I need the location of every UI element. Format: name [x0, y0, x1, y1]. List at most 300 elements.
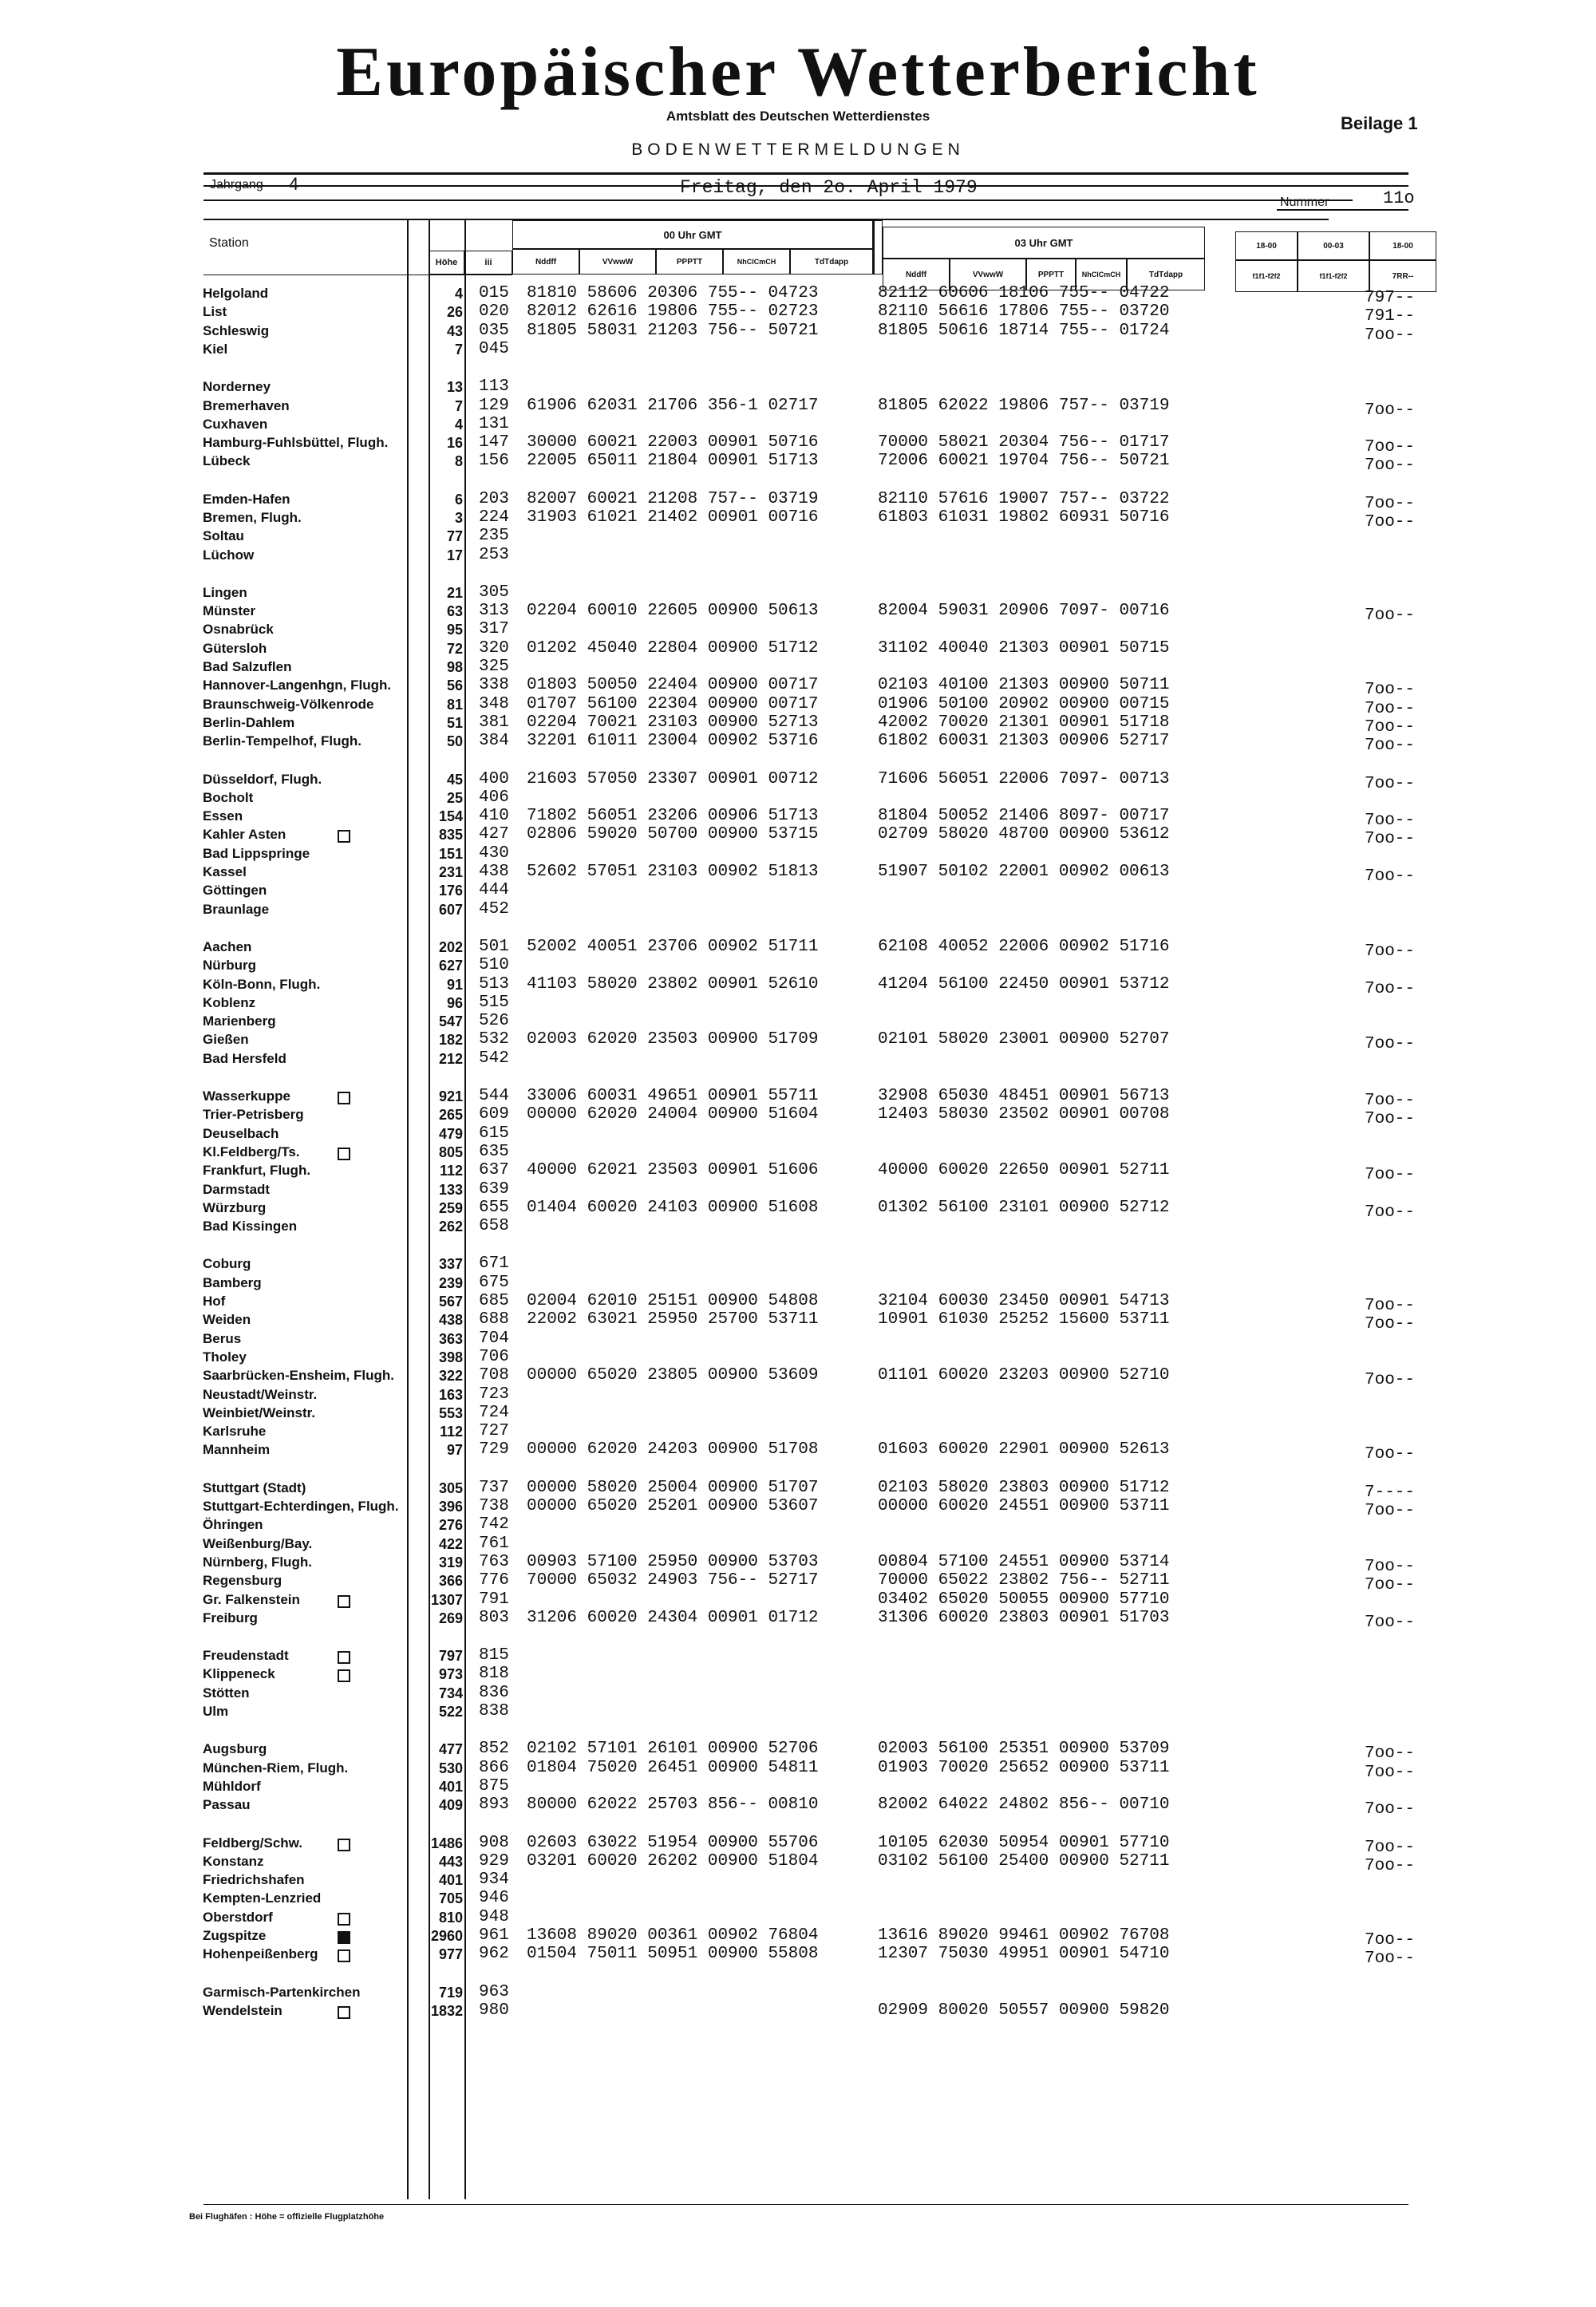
station-name: Cuxhaven	[203, 417, 268, 432]
station-name: Hannover-Langenhgn, Flugh.	[203, 677, 392, 693]
precip-code: 797--	[1365, 289, 1416, 307]
station-hoehe: 43	[446, 323, 463, 339]
obs-00: 41103 58020 23802 00901 52610	[527, 975, 819, 994]
station-iii: 729	[479, 1440, 509, 1459]
station-iii: 671	[479, 1254, 509, 1273]
precip-code: 7oo--	[1365, 1297, 1416, 1315]
precip-code: 7oo--	[1365, 606, 1416, 625]
station-hoehe: 202	[438, 939, 463, 955]
obs-03: 42002 70020 21301 00901 51718	[878, 713, 1170, 732]
station-name: Emden-Hafen	[203, 492, 290, 507]
station-iii: 934	[479, 1870, 509, 1889]
station-name: Oberstdorf	[203, 1910, 273, 1925]
station-iii: 384	[479, 732, 509, 750]
station-hoehe: 112	[439, 1163, 463, 1179]
obs-00: 81810 58606 20306 755-- 04723	[527, 284, 819, 302]
station-hoehe: 553	[438, 1405, 463, 1421]
station-iii: 438	[479, 863, 509, 881]
station-name: Lüchow	[203, 547, 255, 563]
footer-rule	[203, 2204, 1408, 2205]
station-name: Düsseldorf, Flugh.	[203, 772, 322, 787]
obs-00: 02806 59020 50700 00900 53715	[527, 825, 819, 843]
station-iii: 852	[479, 1740, 509, 1758]
header-rule-bottom	[203, 199, 1353, 201]
obs-00: 02204 60010 22605 00900 50613	[527, 602, 819, 620]
station-hoehe: 797	[438, 1648, 463, 1664]
station-iii: 131	[479, 415, 509, 433]
station-iii: 129	[479, 397, 509, 415]
jahrgang-value: 4	[289, 174, 299, 194]
station-name: Ulm	[203, 1704, 229, 1719]
station-hoehe: 176	[438, 883, 463, 899]
obs-00: 31903 61021 21402 00901 00716	[527, 508, 819, 527]
precip-code: 7oo--	[1365, 495, 1416, 513]
obs-00: 01404 60020 24103 00900 51608	[527, 1199, 819, 1217]
r-sub1-header: f1f1-f2f2	[1235, 260, 1298, 292]
col-00-nh: NhClCmCH	[723, 249, 790, 275]
precip-code: 7oo--	[1365, 830, 1416, 848]
precip-code: 791--	[1365, 307, 1416, 326]
obs-03: 01603 60020 22901 00900 52613	[878, 1440, 1170, 1459]
station-hoehe: 305	[438, 1480, 463, 1496]
station-hoehe: 547	[438, 1013, 463, 1029]
station-iii: 727	[479, 1422, 509, 1440]
station-hoehe: 81	[446, 697, 463, 713]
station-name: Schleswig	[203, 323, 270, 338]
obs-03: 81805 50616 18714 755-- 01724	[878, 322, 1170, 340]
station-iii: 526	[479, 1012, 509, 1030]
station-name: Bad Kissingen	[203, 1219, 298, 1234]
station-iii: 406	[479, 788, 509, 807]
r-18-00b-header: 18-00	[1369, 231, 1436, 260]
station-hoehe: 212	[438, 1051, 463, 1067]
station-iii: 685	[479, 1292, 509, 1310]
obs-03: 61803 61031 19802 60931 50716	[878, 508, 1170, 527]
station-hoehe: 477	[438, 1741, 463, 1757]
precip-code: 7oo--	[1365, 1744, 1416, 1763]
obs-03: 32908 65030 48451 00901 56713	[878, 1087, 1170, 1105]
station-iii: 963	[479, 1983, 509, 2001]
obs-00: 01707 56100 22304 00900 00717	[527, 695, 819, 713]
obs-03: 02003 56100 25351 00900 53709	[878, 1740, 1170, 1758]
station-name: München-Riem, Flugh.	[203, 1760, 349, 1776]
obs-03: 01101 60020 23203 00900 52710	[878, 1366, 1170, 1385]
station-hoehe: 96	[446, 995, 463, 1011]
obs-03: 51907 50102 22001 00902 00613	[878, 863, 1170, 881]
station-hoehe: 835	[438, 827, 463, 843]
station-hoehe: 25	[446, 790, 463, 806]
station-iii: 875	[479, 1777, 509, 1795]
station-iii: 615	[479, 1124, 509, 1143]
station-hoehe: 98	[446, 659, 463, 675]
station-name: Kempten-Lenzried	[203, 1890, 322, 1906]
precip-code: 7oo--	[1365, 456, 1416, 475]
precip-code: 7oo--	[1365, 1092, 1416, 1110]
station-hoehe: 810	[438, 1910, 463, 1926]
obs-03: 61802 60031 21303 00906 52717	[878, 732, 1170, 750]
station-hoehe: 154	[438, 808, 463, 824]
station-hoehe: 7	[454, 398, 463, 414]
obs-00: 02004 62010 25151 00900 54808	[527, 1292, 819, 1310]
square-icon	[338, 1651, 350, 1664]
station-iii: 513	[479, 975, 509, 994]
station-hoehe: 627	[438, 958, 463, 974]
obs-00: 61906 62031 21706 356-1 02717	[527, 397, 819, 415]
station-hoehe: 319	[438, 1554, 463, 1570]
iii-column-header: iii	[464, 251, 512, 275]
precip-code: 7oo--	[1365, 401, 1416, 420]
station-name: Bad Salzuflen	[203, 659, 292, 674]
station-name: Aachen	[203, 939, 252, 954]
station-iii: 815	[479, 1646, 509, 1665]
station-hoehe: 151	[438, 846, 463, 862]
obs-00: 52602 57051 23103 00902 51813	[527, 863, 819, 881]
station-hoehe: 705	[438, 1890, 463, 1906]
station-iii: 675	[479, 1274, 509, 1292]
station-name: Tholey	[203, 1349, 247, 1365]
station-name: Münster	[203, 603, 256, 618]
obs-03: 13616 89020 99461 00902 76708	[878, 1926, 1170, 1945]
station-name: Weißenburg/Bay.	[203, 1536, 313, 1551]
station-name: Göttingen	[203, 883, 267, 898]
station-hoehe: 805	[438, 1144, 463, 1160]
station-hoehe: 259	[438, 1200, 463, 1216]
station-iii: 908	[479, 1834, 509, 1852]
station-name: Kahler Asten	[203, 827, 286, 842]
precip-code: 7oo--	[1365, 513, 1416, 531]
obs-00: 13608 89020 00361 00902 76804	[527, 1926, 819, 1945]
station-hoehe: 921	[438, 1088, 463, 1104]
station-iii: 761	[479, 1535, 509, 1553]
station-iii: 510	[479, 956, 509, 974]
station-name: Gießen	[203, 1032, 249, 1047]
station-iii: 980	[479, 2001, 509, 2020]
obs-03: 62108 40052 22006 00902 51716	[878, 938, 1170, 956]
station-hoehe: 13	[446, 379, 463, 395]
station-iii: 961	[479, 1926, 509, 1945]
station-hoehe: 337	[438, 1256, 463, 1272]
precip-code: 7oo--	[1365, 1315, 1416, 1333]
station-name: Bremen, Flugh.	[203, 510, 302, 525]
obs-00: 52002 40051 23706 00902 51711	[527, 938, 819, 956]
obs-03: 82002 64022 24802 856-- 00710	[878, 1795, 1170, 1814]
station-name: Osnabrück	[203, 622, 274, 637]
station-name: Stötten	[203, 1685, 250, 1701]
obs-00: 02603 63022 51954 00900 55706	[527, 1834, 819, 1852]
square-icon	[338, 1092, 350, 1104]
footnote: Bei Flughäfen : Höhe = offizielle Flugplatzhöhe	[189, 2212, 385, 2222]
nummer-rule	[1277, 209, 1408, 211]
station-iii: 737	[479, 1479, 509, 1497]
station-name: Mühldorf	[203, 1779, 261, 1794]
station-hoehe: 522	[438, 1704, 463, 1720]
station-iii: 803	[479, 1609, 509, 1627]
station-iii: 658	[479, 1217, 509, 1235]
station-name: Neustadt/Weinstr.	[203, 1387, 318, 1402]
station-iii: 381	[479, 713, 509, 732]
jahrgang-label: Jahrgang	[210, 178, 263, 192]
station-hoehe: 265	[438, 1107, 463, 1123]
col-03-nh: NhClCmCH	[1076, 259, 1127, 290]
station-name: Frankfurt, Flugh.	[203, 1163, 311, 1178]
station-hoehe: 8	[454, 453, 463, 469]
station-iii: 338	[479, 676, 509, 694]
station-name: Gütersloh	[203, 641, 267, 656]
report-date: Freitag, den 2o. April 1979	[680, 177, 978, 198]
precip-code: 7oo--	[1365, 1371, 1416, 1389]
obs-03: 82112 60606 18106 755-- 04722	[878, 284, 1170, 302]
station-name: Darmstadt	[203, 1182, 271, 1197]
station-name: List	[203, 304, 227, 319]
precip-code: 7oo--	[1365, 942, 1416, 961]
precip-code: 7----	[1365, 1483, 1416, 1502]
station-iii: 763	[479, 1553, 509, 1571]
precip-code: 7oo--	[1365, 326, 1416, 345]
station-hoehe: 396	[438, 1499, 463, 1515]
station-hoehe: 50	[446, 733, 463, 749]
station-name: Hof	[203, 1294, 226, 1309]
station-name: Passau	[203, 1797, 251, 1812]
report-subtitle: Amtsblatt des Deutschen Wetterdienstes	[666, 109, 930, 124]
station-iii: 708	[479, 1366, 509, 1385]
station-hoehe: 422	[438, 1536, 463, 1552]
station-name: Garmisch-Partenkirchen	[203, 1985, 361, 2000]
obs-00: 80000 62022 25703 856-- 00810	[527, 1795, 819, 1814]
station-iii: 532	[479, 1030, 509, 1049]
station-name: Berlin-Tempelhof, Flugh.	[203, 733, 361, 749]
station-name: Helgoland	[203, 286, 269, 301]
station-hoehe: 6	[454, 492, 463, 508]
precip-code: 7oo--	[1365, 1931, 1416, 1949]
station-name: Marienberg	[203, 1013, 276, 1029]
precip-code: 7oo--	[1365, 1614, 1416, 1632]
square-icon	[338, 1949, 350, 1962]
station-name: Bad Lippspringe	[203, 846, 310, 861]
station-name: Stuttgart (Stadt)	[203, 1480, 306, 1495]
nummer-value: 11o	[1383, 188, 1415, 208]
obs-00: 01202 45040 22804 00900 51712	[527, 639, 819, 658]
station-hoehe: 77	[446, 528, 463, 544]
station-hoehe: 607	[438, 902, 463, 918]
station-hoehe: 95	[446, 622, 463, 638]
station-name: Weinbiet/Weinstr.	[203, 1405, 316, 1420]
station-iii: 776	[479, 1571, 509, 1590]
obs-03: 41204 56100 22450 00901 53712	[878, 975, 1170, 994]
station-iii: 635	[479, 1143, 509, 1161]
precip-code: 7oo--	[1365, 1445, 1416, 1464]
precip-code: 7oo--	[1365, 1857, 1416, 1875]
precip-code: 7oo--	[1365, 737, 1416, 755]
station-hoehe: 1832	[430, 2003, 463, 2019]
station-iii: 045	[479, 340, 509, 358]
station-name: Würzburg	[203, 1200, 267, 1215]
precip-code: 7oo--	[1365, 1166, 1416, 1184]
obs-00: 71802 56051 23206 00906 51713	[527, 807, 819, 825]
nummer-label: Nummer	[1280, 196, 1329, 209]
obs-00: 01504 75011 50951 00900 55808	[527, 1945, 819, 1963]
station-iii: 317	[479, 620, 509, 638]
station-name: Zugspitze	[203, 1928, 267, 1943]
station-hoehe: 443	[438, 1854, 463, 1870]
section-title: BODENWETTERMELDUNGEN	[631, 140, 965, 159]
obs-00: 22005 65011 21804 00901 51713	[527, 452, 819, 470]
obs-03: 31102 40040 21303 00901 50715	[878, 639, 1170, 658]
station-name: Kl.Feldberg/Ts.	[203, 1144, 300, 1159]
precip-code: 7oo--	[1365, 1800, 1416, 1819]
precip-code: 7oo--	[1365, 718, 1416, 737]
station-iii: 253	[479, 546, 509, 564]
precip-code: 7oo--	[1365, 438, 1416, 456]
beilage-label: Beilage 1	[1341, 113, 1418, 133]
station-name: Köln-Bonn, Flugh.	[203, 977, 321, 992]
station-hoehe: 97	[446, 1442, 463, 1458]
obs-03: 12403 58030 23502 00901 00708	[878, 1105, 1170, 1124]
obs-03: 82110 56616 17806 755-- 03720	[878, 302, 1170, 321]
precip-code: 7oo--	[1365, 1502, 1416, 1520]
obs-00: 00000 65020 25201 00900 53607	[527, 1497, 819, 1515]
obs-03: 03402 65020 50055 00900 57710	[878, 1590, 1170, 1609]
obs-03: 02101 58020 23001 00900 52707	[878, 1030, 1170, 1049]
station-iii: 738	[479, 1497, 509, 1515]
station-name: Mannheim	[203, 1442, 271, 1457]
station-iii: 400	[479, 770, 509, 788]
station-iii: 035	[479, 322, 509, 340]
obs-03: 02103 40100 21303 00900 50711	[878, 676, 1170, 694]
square-icon	[338, 1595, 350, 1608]
obs-03: 10901 61030 25252 15600 53711	[878, 1310, 1170, 1329]
station-name: Wendelstein	[203, 2003, 282, 2018]
station-hoehe: 7	[454, 342, 463, 358]
r-sub3-header: 7RR--	[1369, 260, 1436, 292]
precip-code: 7oo--	[1365, 812, 1416, 830]
r-sub2-header: f1f1-f2f2	[1298, 260, 1369, 292]
station-name: Augsburg	[203, 1741, 267, 1756]
obs-03: 71606 56051 22006 7097- 00713	[878, 770, 1170, 788]
station-iii: 706	[479, 1348, 509, 1366]
precip-code: 7oo--	[1365, 980, 1416, 998]
station-name: Koblenz	[203, 995, 256, 1010]
station-name: Bamberg	[203, 1275, 262, 1290]
obs-00: 82007 60021 21208 757-- 03719	[527, 490, 819, 508]
obs-03: 02103 58020 23803 00900 51712	[878, 1479, 1170, 1497]
station-iii: 235	[479, 527, 509, 545]
precip-code: 7oo--	[1365, 700, 1416, 718]
r-00-03-header: 00-03	[1298, 231, 1369, 260]
group-separator	[873, 220, 883, 275]
station-name: Soltau	[203, 528, 244, 543]
station-hoehe: 21	[446, 585, 463, 601]
precip-code: 7oo--	[1365, 1110, 1416, 1128]
station-name: Friedrichshafen	[203, 1872, 305, 1887]
col-00-pppt: PPPTT	[656, 249, 723, 275]
station-hoehe: 163	[438, 1387, 463, 1403]
station-name: Nürburg	[203, 958, 257, 973]
obs-03: 82004 59031 20906 7097- 00716	[878, 602, 1170, 620]
station-name: Coburg	[203, 1256, 251, 1271]
precip-code: 7oo--	[1365, 1558, 1416, 1576]
obs-00: 30000 60021 22003 00901 50716	[527, 433, 819, 452]
obs-00: 01803 50050 22404 00900 00717	[527, 676, 819, 694]
obs-03: 70000 58021 20304 756-- 01717	[878, 433, 1170, 452]
station-hoehe: 719	[438, 1985, 463, 2001]
station-name: Hamburg-Fuhlsbüttel, Flugh.	[203, 435, 389, 450]
station-iii: 427	[479, 825, 509, 843]
square-icon	[338, 830, 350, 843]
hoehe-column-header: Höhe	[429, 251, 464, 275]
report-title: Europäischer Wetterbericht	[336, 34, 1260, 111]
station-iii: 156	[479, 452, 509, 470]
station-hoehe: 4	[454, 286, 463, 302]
obs-00: 40000 62021 23503 00901 51606	[527, 1161, 819, 1179]
station-hoehe: 239	[438, 1275, 463, 1291]
obs-00: 31206 60020 24304 00901 01712	[527, 1609, 819, 1627]
obs-03: 03102 56100 25400 00900 52711	[878, 1852, 1170, 1870]
station-hoehe: 567	[438, 1294, 463, 1310]
r-18-00-header: 18-00	[1235, 231, 1298, 260]
filled-square-icon	[338, 1931, 350, 1944]
station-name: Kiel	[203, 342, 228, 357]
obs-00: 70000 65032 24903 756-- 52717	[527, 1571, 819, 1590]
obs-00: 00000 58020 25004 00900 51707	[527, 1479, 819, 1497]
station-iii: 501	[479, 938, 509, 956]
station-hoehe: 530	[438, 1760, 463, 1776]
station-iii: 430	[479, 844, 509, 863]
precip-code: 7oo--	[1365, 1203, 1416, 1222]
station-hoehe: 1307	[430, 1592, 463, 1608]
obs-03: 10105 62030 50954 00901 57710	[878, 1834, 1170, 1852]
col-03-tdtd: TdTdapp	[1127, 259, 1205, 290]
col-00-vvww: VVwwW	[579, 249, 656, 275]
station-hoehe: 363	[438, 1331, 463, 1347]
station-hoehe: 3	[454, 510, 463, 526]
station-iii: 320	[479, 639, 509, 658]
obs-03: 82110 57616 19007 757-- 03722	[878, 490, 1170, 508]
station-hoehe: 16	[446, 435, 463, 451]
station-name: Norderney	[203, 379, 271, 394]
station-iii: 723	[479, 1385, 509, 1404]
obs-03: 70000 65022 23802 756-- 52711	[878, 1571, 1170, 1590]
station-hoehe: 112	[439, 1424, 463, 1440]
station-name: Deuselbach	[203, 1126, 279, 1141]
group-00-header: 00 Uhr GMT	[512, 220, 873, 249]
station-iii: 348	[479, 695, 509, 713]
station-name: Klippeneck	[203, 1666, 275, 1681]
station-iii: 609	[479, 1105, 509, 1124]
station-name: Karlsruhe	[203, 1424, 267, 1439]
obs-00: 00903 57100 25950 00900 53703	[527, 1553, 819, 1571]
station-hoehe: 262	[438, 1219, 463, 1234]
station-name: Kassel	[203, 864, 247, 879]
obs-03: 01903 70020 25652 00900 53711	[878, 1759, 1170, 1777]
col-03-pppt: PPPTT	[1026, 259, 1076, 290]
station-iii: 410	[479, 807, 509, 825]
station-hoehe: 734	[438, 1685, 463, 1701]
station-name: Essen	[203, 808, 243, 824]
station-iii: 544	[479, 1087, 509, 1105]
obs-00: 82012 62616 19806 755-- 02723	[527, 302, 819, 321]
station-hoehe: 133	[438, 1182, 463, 1198]
station-iii: 325	[479, 658, 509, 676]
station-name: Braunlage	[203, 902, 270, 917]
station-iii: 791	[479, 1590, 509, 1609]
station-name: Öhringen	[203, 1517, 263, 1532]
station-iii: 113	[479, 377, 509, 396]
obs-00: 01804 75020 26451 00900 54811	[527, 1759, 819, 1777]
square-icon	[338, 1669, 350, 1682]
header-rule-top	[203, 172, 1408, 175]
station-hoehe: 72	[446, 641, 463, 657]
station-hoehe: 401	[438, 1872, 463, 1888]
